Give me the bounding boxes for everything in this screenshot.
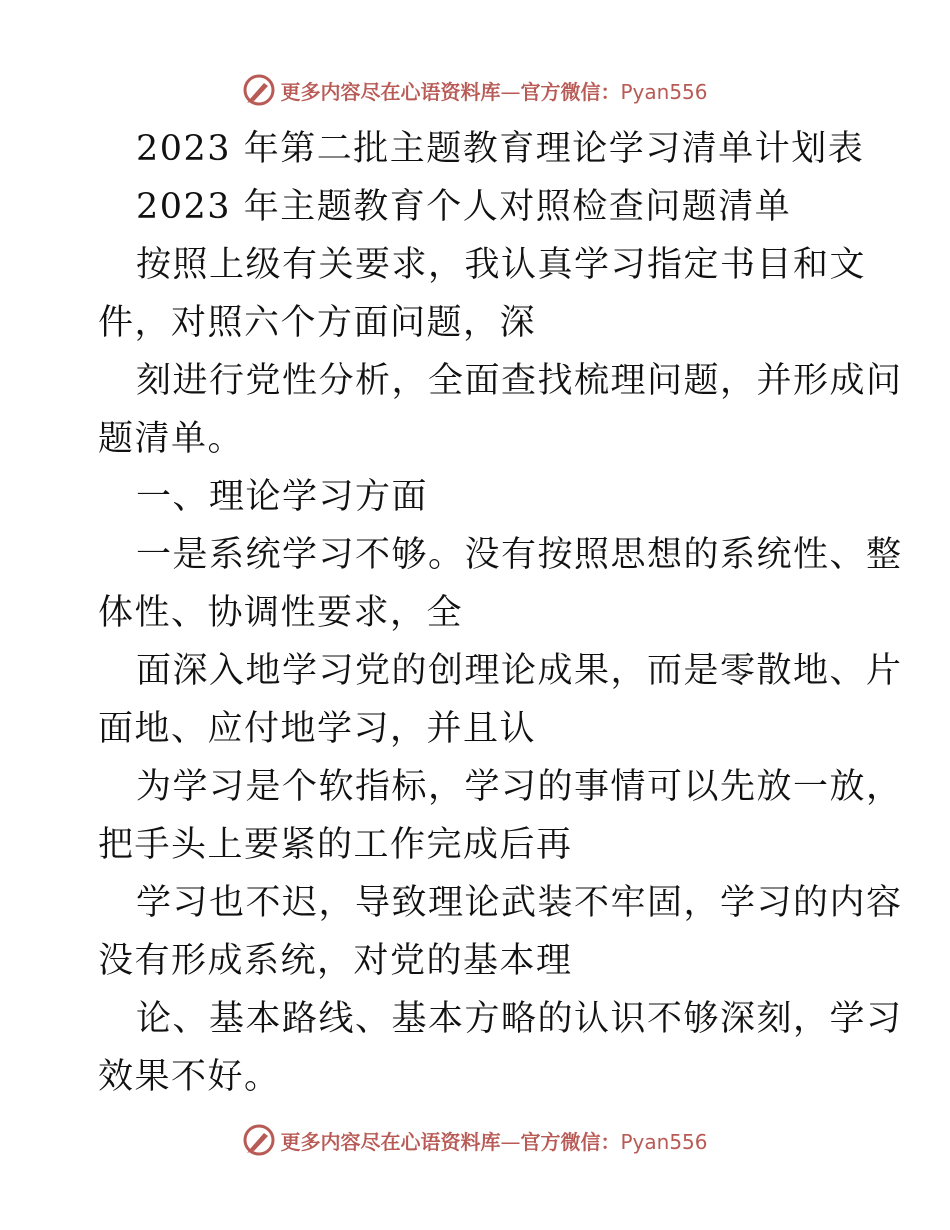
- paragraph-line: 效果不好。: [98, 1057, 281, 1097]
- footer-banner-text: [280, 1126, 707, 1155]
- pen-logo-icon: [242, 1123, 276, 1157]
- header-official-label: 官方微信：: [520, 79, 621, 104]
- paragraph-line: 论、基本路线、基本方略的认识不够深刻，学习: [136, 999, 903, 1039]
- paragraph-line: 件，对照六个方面问题，深: [98, 303, 537, 343]
- paragraph-line: 把手头上要紧的工作完成后再: [98, 825, 573, 865]
- paragraph-line: 学习也不迟，导致理论武装不牢固，学习的内容: [136, 883, 903, 923]
- footer-banner: [0, 1120, 950, 1160]
- footer-site-text: 更多内容尽在心语资料库: [280, 1129, 501, 1154]
- paragraph-line: 刻进行党性分析，全面查找梳理问题，并形成问: [136, 361, 903, 401]
- footer-official-label: 官方微信：: [520, 1129, 621, 1154]
- paragraph-line: 一是系统学习不够。没有按照思想的系统性、整: [136, 535, 903, 575]
- footer-separator: —: [500, 1129, 521, 1154]
- paragraph-line: 题清单。: [98, 419, 245, 459]
- pen-logo-icon: [242, 73, 276, 107]
- paragraph-line: 面地、应付地学习，并且认: [98, 709, 537, 749]
- paragraph-line: 面深入地学习党的创理论成果，而是零散地、片: [136, 651, 903, 691]
- paragraph-line: 按照上级有关要求，我认真学习指定书目和文: [136, 245, 867, 285]
- paragraph-line: 体性、协调性要求，全: [98, 593, 464, 633]
- doc-title-2: 2023 年主题教育个人对照检查问题清单: [136, 187, 792, 227]
- header-separator: —: [500, 79, 521, 104]
- paragraph-line: 没有形成系统，对党的基本理: [98, 941, 573, 981]
- section-heading: 一、理论学习方面: [136, 477, 429, 517]
- header-wechat-id: Pyan556: [620, 79, 708, 104]
- document-body: [98, 120, 903, 1106]
- header-banner-text: [280, 76, 707, 105]
- footer-wechat-id: Pyan556: [620, 1129, 708, 1154]
- paragraph-line: 为学习是个软指标，学习的事情可以先放一放，: [136, 767, 903, 807]
- header-site-text: 更多内容尽在心语资料库: [280, 79, 501, 104]
- header-banner: [0, 70, 950, 110]
- doc-title-1: 2023 年第二批主题教育理论学习清单计划表: [136, 129, 865, 169]
